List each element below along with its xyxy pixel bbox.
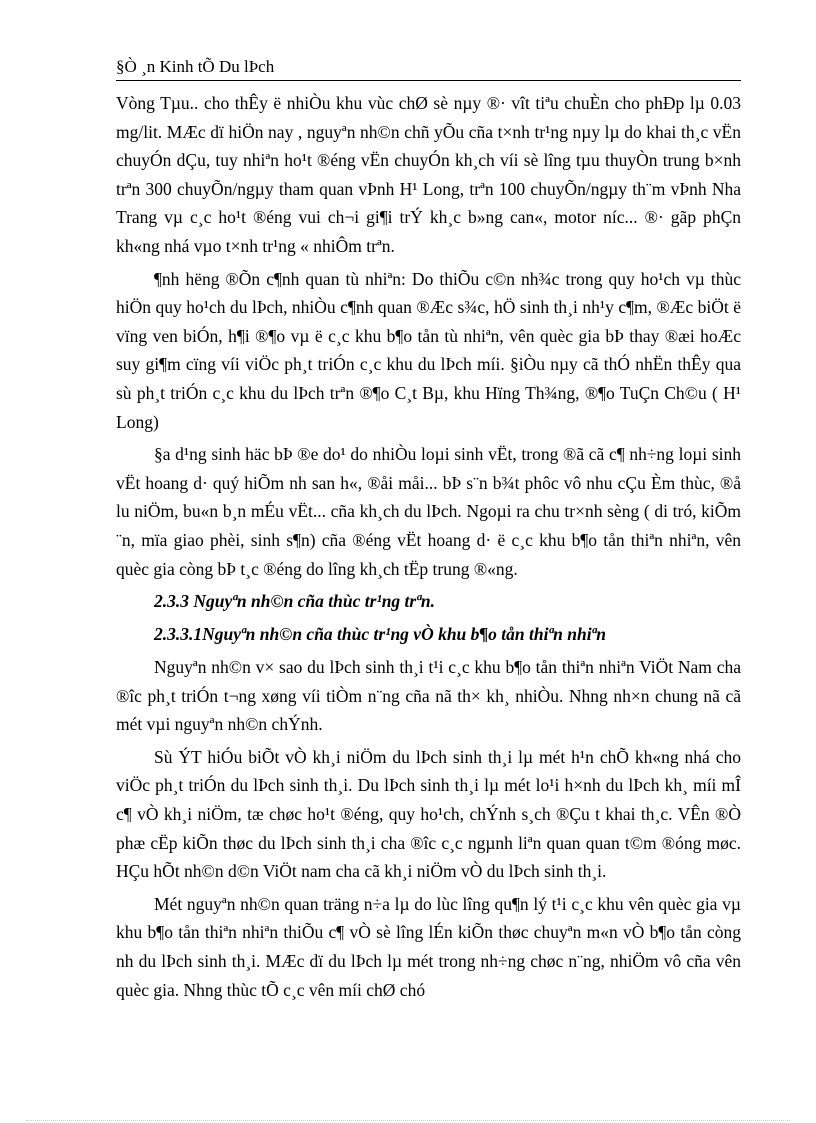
paragraph: Sù ÝT hiÓu biÕt vÒ kh¸i niÖm du lÞch sinh th¸i lµ mét h¹n chÕ kh«ng nhá cho viÖc ph¸t triÓn du lÞch sinh th¸i. Du lÞch sinh th¸i lµ mét lo¹i h×nh du lÞch kh¸ míi mÎ c¶ vÒ kh¸i niÖm, tæ chøc ho¹t ®éng, quy ho¹ch, chÝnh s¸ch ®Çu t khai th¸c. VÊn ®Ò phæ cËp kiÕn thøc du lÞch sinh th¸i cha ®îc c¸c ngµnh liªn quan quan t©m ®óng møc. HÇu hÕt nh©n d©n ViÖt nam cha cã kh¸i niÖm vÒ du lÞch sinh th¸i. (116, 746, 741, 882)
paragraph: §a d¹ng sinh häc bÞ ®e do¹ do nhiÒu loµi sinh vËt, trong ®ã cã c¶ nh÷ng loµi sinh vËt hoang d· quý hiÕm nh san h«, ®åi måi... bÞ s¨n b¾t phôc vô nhu cÇu Èm thùc, ®å lu niÖm, bu«n b¸n mÉu vËt... cña kh¸ch du lÞch. Ngoµi ra chu tr×nh sèng ( di tró, kiÕm ¨n, mïa giao phèi, sinh s¶n) cña ®éng vËt hoang d· ë c¸c khu b¶o tån thiªn nhiªn, vên quèc gia còng bÞ t¸c ®éng do lîng kh¸ch tËp trung ®«ng. (116, 444, 741, 579)
page-bottom-rule (26, 1120, 790, 1121)
paragraph: Vòng Tµu.. cho thÊy ë nhiÒu khu vùc chØ sè nµy ®· vît tiªu chuÈn cho phÐp lµ 0.03 mg/lit. MÆc dï hiÖn nay , nguyªn nh©n chñ yÕu cña t×nh tr¹ng nµy lµ do khai th¸c vËn chuyÓn dÇu, tuy nhiªn ho¹t ®éng vËn chuyÓn kh¸ch víi sè lîng tµu thuyÒn trung b×nh trªn 300 chuyÕn/ngµy tham quan vÞnh H¹ Long, trªn 100 chuyÕn/ngµy th¨m vÞnh Nha Trang vµ c¸c ho¹t ®éng vui ch¬i gi¶i trÝ kh¸c b»ng can«, motor níc... ®· gãp phÇn kh«ng nhá vµo t×nh tr¹ng « nhiÔm trªn. (116, 93, 741, 256)
paragraph: Nguyªn nh©n v× sao du lÞch sinh th¸i t¹i c¸c khu b¶o tån thiªn nhiªn ViÖt Nam cha ®îc ph¸t triÓn t¬ng xøng víi tiÒm n¨ng cña nã th× kh¸ nhiÒu. Nhng nh×n chung nã cã mét vµi nguyªn nh©n chÝnh. (116, 657, 741, 735)
paragraph: ¶nh hëng ®Õn c¶nh quan tù nhiªn: Do thiÕu c©n nh¾c trong quy ho¹ch vµ thùc hiÖn quy ho¹ch du lÞch, nhiÒu c¶nh quan ®Æc s¾c, hÖ sinh th¸i nh¹y c¶m, ®Æc biÖt ë vïng ven biÓn, h¶i ®¶o vµ ë c¸c khu b¶o tån tù nhiªn, vên quèc gia bÞ thay ®æi hoÆc suy gi¶m cïng víi viÖc ph¸t triÓn c¸c khu du lÞch míi. §iÒu nµy cã thÓ nhËn thÊy qua sù ph¸t triÓn c¸c khu du lÞch trªn ®¶o C¸t Bµ, khu Hïng Th¾ng, ®¶o TuÇn Ch©u ( H¹ Long) (116, 268, 741, 432)
paragraph: Mét nguyªn nh©n quan träng n÷a lµ do lùc lîng qu¶n lý t¹i c¸c khu vên quèc gia vµ khu b¶o tån thiªn nhiªn thiÕu c¶ vÒ sè lîng lÉn kiÕn thøc chuyªn m«n vÒ b¶o tån còng nh du lÞch sinh th¸i. MÆc dï du lÞch lµ mét trong nh÷ng chøc n¨ng, nhiÖm vô cña vên quèc gia. Nhng thùc tÕ c¸c vên míi chØ chó (116, 893, 741, 1000)
subsection-heading: 2.3.3.1Nguyªn nh©n cña thùc tr¹ng vÒ khu b¶o tån thiªn nhiªn (154, 624, 606, 645)
document-body (116, 89, 741, 1004)
section-heading: 2.3.3 Nguyªn nh©n cña thùc tr¹ng trªn. (154, 591, 435, 612)
header-title: §Ò ¸n Kinh tÕ Du lÞch (116, 57, 275, 76)
document-page (116, 54, 741, 1008)
page-header (116, 54, 741, 81)
